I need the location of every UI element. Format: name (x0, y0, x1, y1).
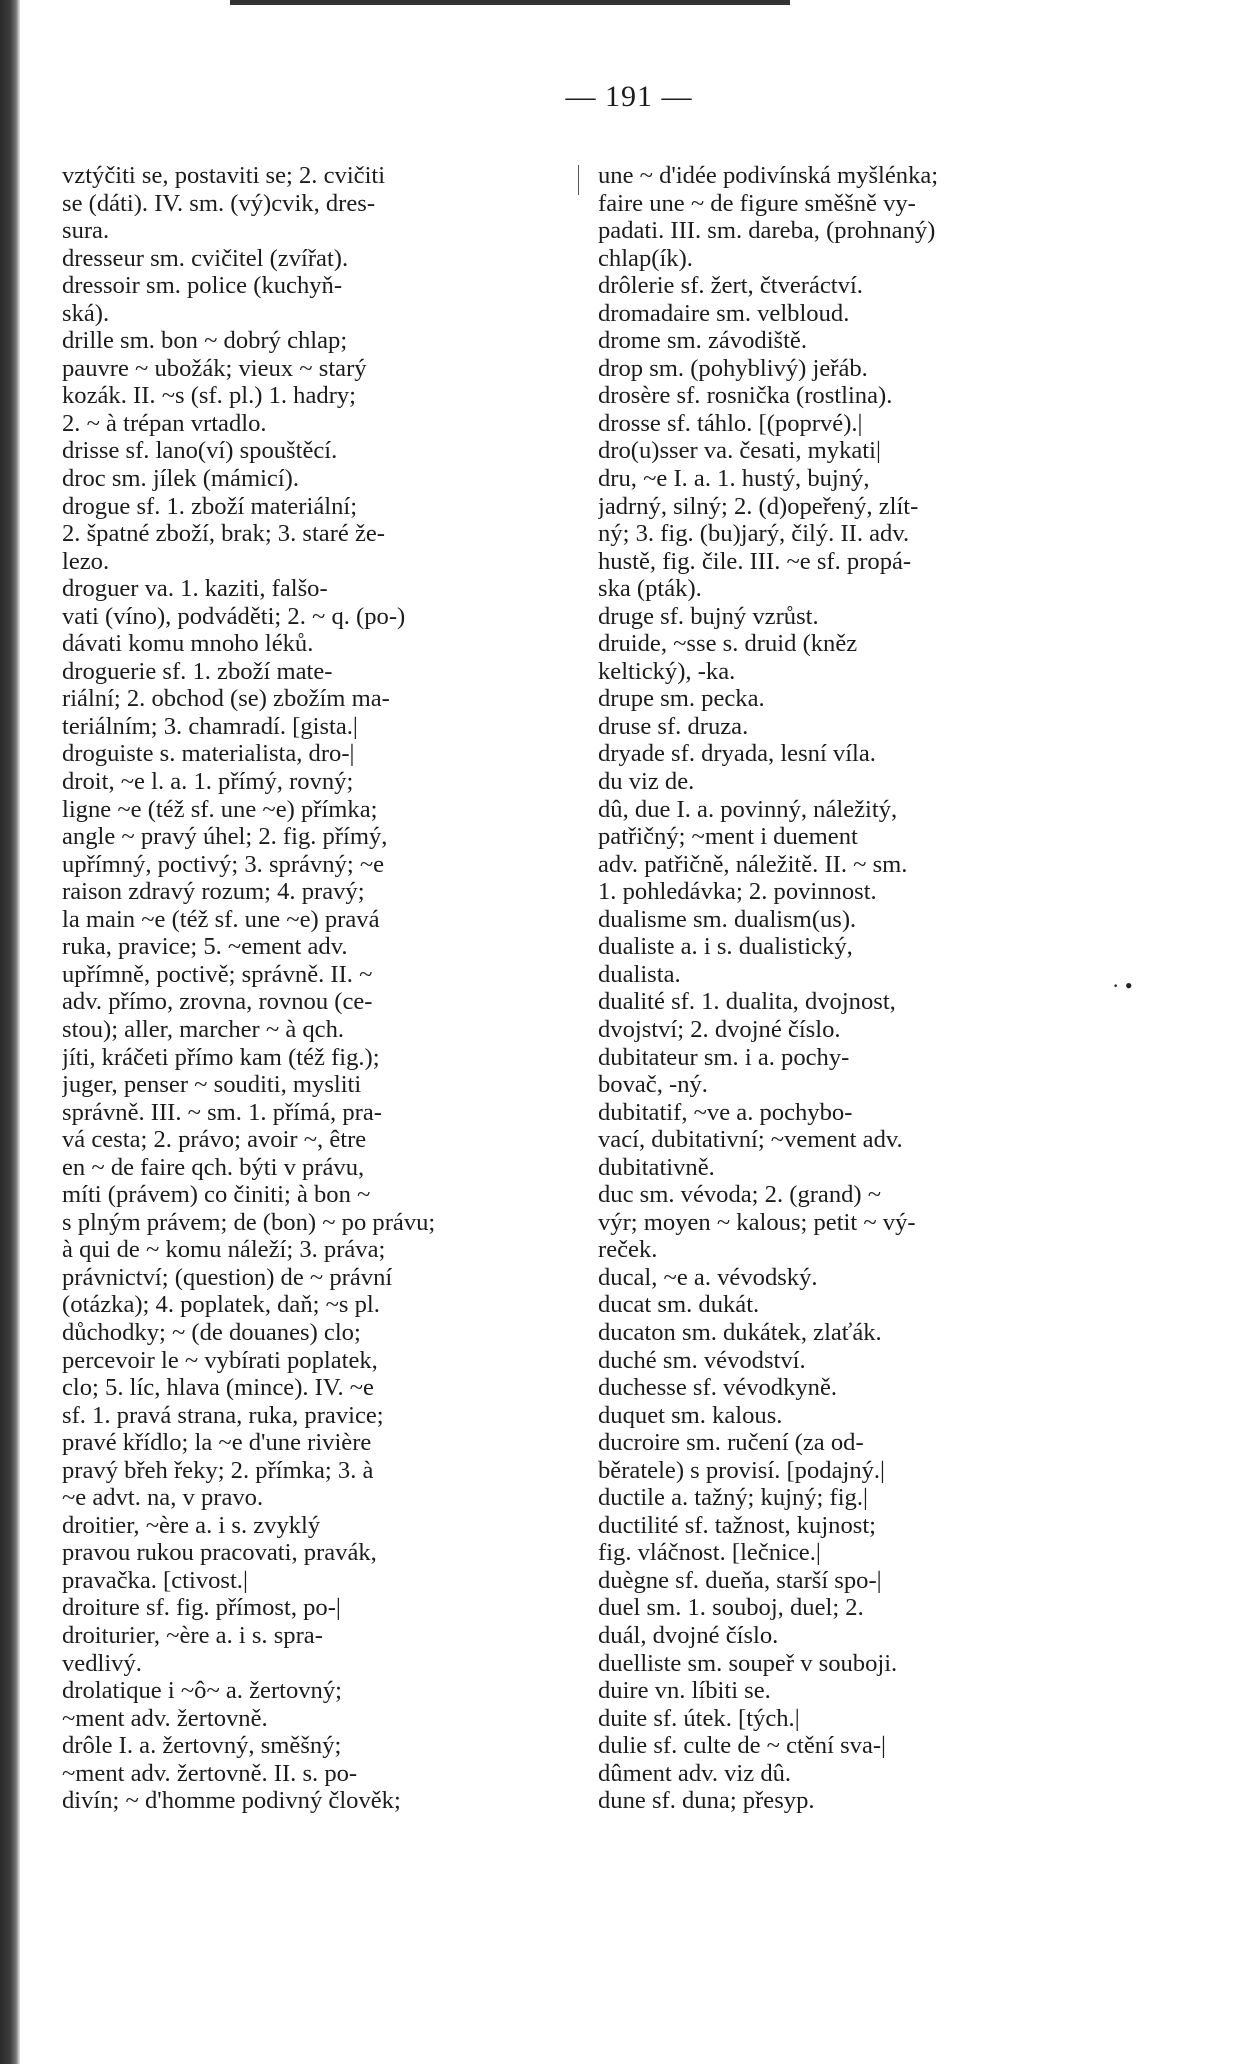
text-line: pravou rukou pracovati, pravák, (62, 1539, 377, 1567)
text-line: dubitatif, ~ve a. pochybo- (598, 1098, 853, 1126)
text-line: ný; 3. fig. (bu)jarý, čilý. II. adv. (598, 520, 910, 548)
text-line: dulie sf. culte de ~ ctění sva-| (598, 1732, 886, 1760)
text-line: dûment adv. viz dû. (598, 1759, 792, 1787)
text-line: droc sm. jílek (mámicí). (62, 465, 299, 493)
text-line: drolatique i ~ô~ a. žertovný; (62, 1677, 342, 1705)
text-line: upřímný, poctivý; 3. správný; ~e (62, 850, 385, 878)
text-line: padati. III. sm. dareba, (prohnaný) (598, 217, 936, 245)
text-line: dubitativně. (598, 1153, 715, 1181)
text-line: pravačka. [ctivost.| (62, 1566, 248, 1594)
text-line: dubitateur sm. i a. pochy- (598, 1043, 850, 1071)
text-line: droit, ~e l. a. 1. přímý, rovný; (62, 768, 354, 796)
text-line: drisse sf. lano(ví) spouštěcí. (62, 437, 338, 465)
text-line: keltický), -ka. (598, 657, 736, 685)
text-line: upřímně, poctivě; správně. II. ~ (62, 960, 373, 988)
text-line: faire une ~ de figure směšně vy- (598, 189, 916, 217)
text-line: adv. patřičně, náležitě. II. ~ sm. (598, 850, 908, 878)
margin-mark: · • (1112, 973, 1133, 998)
text-line: dávati komu mnoho léků. (62, 630, 314, 658)
text-line: jíti, kráčeti přímo kam (též fig.); (62, 1043, 380, 1071)
text-line: raison zdravý rozum; 4. pravý; (62, 878, 365, 906)
text-line: druide, ~sse s. druid (kněz (598, 630, 858, 658)
text-line: ~e advt. na, v pravo. (62, 1484, 264, 1512)
text-line: percevoir le ~ vybírati poplatek, (62, 1346, 378, 1374)
text-line: vá cesta; 2. právo; avoir ~, être (62, 1126, 367, 1154)
text-line: ductile a. tažný; kujný; fig.| (598, 1484, 868, 1512)
text-line: duál, dvojné číslo. (598, 1621, 779, 1649)
text-line: výr; moyen ~ kalous; petit ~ vý- (598, 1208, 916, 1236)
text-line: bovač, -ný. (598, 1071, 708, 1099)
text-line: droguer va. 1. kaziti, falšo- (62, 575, 328, 603)
text-line: míti (právem) co činiti; à bon ~ (62, 1181, 371, 1209)
text-line: droguerie sf. 1. zboží mate- (62, 657, 333, 685)
text-line: clo; 5. líc, hlava (mince). IV. ~e (62, 1374, 374, 1402)
text-line: 1. pohledávka; 2. povinnost. (598, 878, 877, 906)
page-binding-edge (0, 0, 20, 2064)
text-line: duite sf. útek. [tých.| (598, 1704, 800, 1732)
text-line: duelliste sm. soupeř v souboji. (598, 1649, 898, 1677)
text-line: dryade sf. dryada, lesní víla. (598, 740, 876, 768)
text-line: dualisme sm. dualism(us). (598, 905, 857, 933)
text-line: 2. ~ à trépan vrtadlo. (62, 409, 267, 437)
text-line: drôle I. a. žertovný, směšný; (62, 1732, 342, 1760)
text-line: la main ~e (též sf. une ~e) pravá (62, 905, 380, 933)
text-line: ducal, ~e a. vévodský. (598, 1263, 818, 1291)
text-line: angle ~ pravý úhel; 2. fig. přímý, (62, 823, 388, 851)
text-line: drop sm. (pohyblivý) jeřáb. (598, 354, 868, 382)
text-line: dune sf. duna; přesyp. (598, 1787, 815, 1815)
text-line: pravý břeh řeky; 2. přímka; 3. à (62, 1456, 374, 1484)
text-line: adv. přímo, zrovna, rovnou (ce- (62, 988, 373, 1016)
text-line: vati (víno), podváděti; 2. ~ q. (po-) (62, 602, 406, 630)
text-line: duché sm. vévodství. (598, 1346, 806, 1374)
text-line: dro(u)sser va. česati, mykati| (598, 437, 881, 465)
text-line: ductilité sf. tažnost, kujnost; (598, 1511, 877, 1539)
text-line: divín; ~ d'homme podivný člověk; (62, 1787, 401, 1815)
text-line: en ~ de faire qch. býti v právu, (62, 1153, 365, 1181)
text-line: drôlerie sf. žert, čtveráctví. (598, 272, 863, 300)
text-line: patřičný; ~ment i duement (598, 823, 858, 851)
text-line: drome sm. závodiště. (598, 327, 807, 355)
text-line: sura. (62, 217, 110, 245)
text-line: lezo. (62, 547, 110, 575)
text-line: dû, due I. a. povinný, náležitý, (598, 795, 898, 823)
text-line: dru, ~e I. a. 1. hustý, bujný, (598, 465, 870, 493)
text-line: dualiste a. i s. dualistický, (598, 933, 853, 961)
text-line: ducat sm. dukát. (598, 1291, 760, 1319)
text-line: pauvre ~ ubožák; vieux ~ starý (62, 354, 367, 382)
right-column (598, 162, 1108, 1815)
text-line: juger, penser ~ souditi, mysliti (62, 1071, 362, 1099)
text-line: duquet sm. kalous. (598, 1401, 783, 1429)
text-line: reček. (598, 1236, 658, 1264)
text-line: kozák. II. ~s (sf. pl.) 1. hadry; (62, 382, 357, 410)
text-line: fig. vláčnost. [lečnice.| (598, 1539, 821, 1567)
text-line: dresseur sm. cvičitel (zvířat). (62, 244, 349, 272)
text-line: dromadaire sm. velbloud. (598, 299, 850, 327)
text-line: droitier, ~ère a. i s. zvyklý (62, 1511, 321, 1539)
text-line: ská). (62, 299, 110, 327)
text-line: s plným právem; de (bon) ~ po právu; (62, 1208, 436, 1236)
text-line: drogue sf. 1. zboží materiální; (62, 492, 358, 520)
text-line: chlap(ík). (598, 244, 693, 272)
column-divider (578, 165, 579, 195)
text-line: ligne ~e (též sf. une ~e) přímka; (62, 795, 378, 823)
text-line: právnictví; (question) de ~ právní (62, 1263, 393, 1291)
text-line: ducaton sm. dukátek, zlaťák. (598, 1318, 882, 1346)
text-line: ~ment adv. žertovně. II. s. po- (62, 1759, 358, 1787)
page-number: — 191 — (565, 80, 693, 113)
text-line: se (dáti). IV. sm. (vý)cvik, dres- (62, 189, 376, 217)
left-column (62, 162, 568, 1815)
text-line: duel sm. 1. souboj, duel; 2. (598, 1594, 864, 1622)
text-line: jadrný, silný; 2. (d)opeřený, zlít- (598, 492, 919, 520)
text-line: běratele) s provisí. [podajný.| (598, 1456, 885, 1484)
text-line: duire vn. líbiti se. (598, 1677, 771, 1705)
text-line: duc sm. vévoda; 2. (grand) ~ (598, 1181, 882, 1209)
text-line: une ~ d'idée podivínská myšlénka; (598, 162, 939, 189)
text-line: teriálním; 3. chamradí. [gista.| (62, 712, 358, 740)
text-line: vedlivý. (62, 1649, 142, 1677)
text-line: drupe sm. pecka. (598, 685, 765, 713)
text-line: ducroire sm. ručení (za od- (598, 1429, 864, 1457)
text-line: stou); aller, marcher ~ à qch. (62, 1015, 345, 1043)
text-line: droiture sf. fig. přímost, po-| (62, 1594, 341, 1622)
text-line: pravé křídlo; la ~e d'une rivière (62, 1429, 372, 1457)
text-line: à qui de ~ komu náleží; 3. práva; (62, 1236, 386, 1264)
text-line: druse sf. druza. (598, 712, 749, 740)
text-line: (otázka); 4. poplatek, daň; ~s pl. (62, 1291, 380, 1319)
page-top-edge (230, 0, 790, 5)
text-line: drosse sf. táhlo. [(poprvé).| (598, 409, 863, 437)
text-line: drille sm. bon ~ dobrý chlap; (62, 327, 348, 355)
text-line: vací, dubitativní; ~vement adv. (598, 1126, 903, 1154)
text-line: ruka, pravice; 5. ~ement adv. (62, 933, 348, 961)
text-line: sf. 1. pravá strana, ruka, pravice; (62, 1401, 384, 1429)
text-line: droiturier, ~ère a. i s. spra- (62, 1621, 323, 1649)
text-line: ska (pták). (598, 575, 702, 603)
text-line: vztýčiti se, postaviti se; 2. cvičiti (62, 162, 386, 189)
text-line: dualista. (598, 960, 681, 988)
text-line: duchesse sf. vévodkyně. (598, 1374, 838, 1402)
text-line: drosère sf. rosnička (rostlina). (598, 382, 893, 410)
text-line: droguiste s. materialista, dro-| (62, 740, 355, 768)
text-line: ~ment adv. žertovně. (62, 1704, 268, 1732)
text-line: dvojství; 2. dvojné číslo. (598, 1015, 841, 1043)
text-line: důchodky; ~ (de douanes) clo; (62, 1318, 361, 1346)
text-line: dressoir sm. police (kuchyň- (62, 272, 343, 300)
text-line: 2. špatné zboží, brak; 3. staré že- (62, 520, 385, 548)
text-line: dualité sf. 1. dualita, dvojnost, (598, 988, 896, 1016)
text-line: správně. III. ~ sm. 1. přímá, pra- (62, 1098, 382, 1126)
text-line: riální; 2. obchod (se) zbožím ma- (62, 685, 390, 713)
text-line: druge sf. bujný vzrůst. (598, 602, 819, 630)
text-line: du viz de. (598, 768, 695, 796)
text-line: hustě, fig. čile. III. ~e sf. propá- (598, 547, 912, 575)
text-line: duègne sf. dueňa, starší spo-| (598, 1566, 882, 1594)
